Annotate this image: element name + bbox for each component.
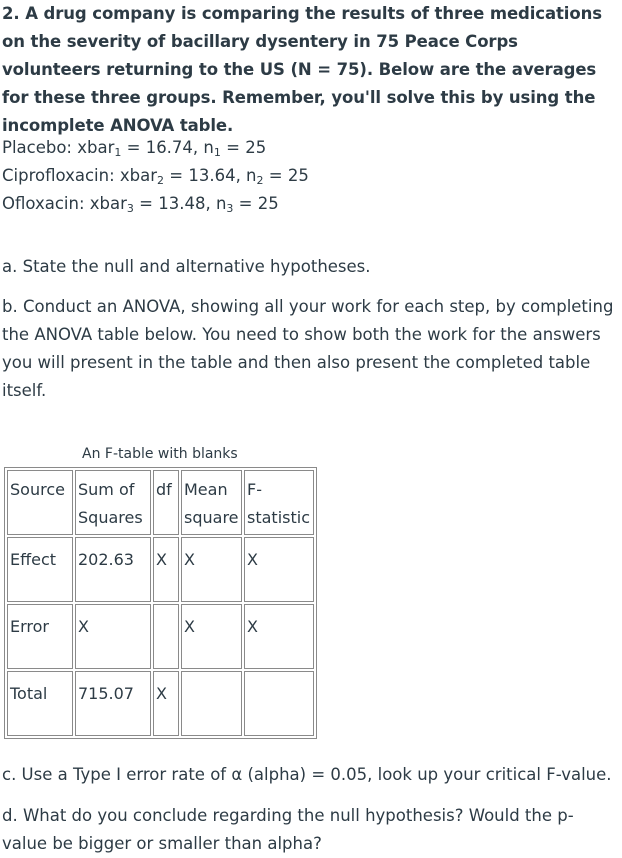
group-mean: = 13.48, n [133, 194, 227, 213]
table-cell: X [153, 671, 179, 736]
group-n: = 25 [233, 194, 279, 213]
group-mean: = 16.74, n [121, 138, 214, 157]
group-n-subscript: 2 [256, 174, 264, 187]
table-cell [181, 671, 242, 736]
table-cell: Error [7, 604, 73, 669]
header-f-statistic: F-statistic [244, 470, 314, 535]
group-mean: = 13.64, n [164, 166, 257, 185]
group-n-subscript: 1 [213, 146, 221, 159]
part-d-text: d. What do you conclude regarding the null hypothesis? Would the p-value be bigger or smaller than alpha? [2, 806, 574, 853]
table-cell: X [244, 537, 314, 602]
table-row-total [7, 671, 314, 736]
table-cell: X [75, 604, 151, 669]
group-ofloxacin [2, 190, 309, 218]
table-cell [153, 604, 179, 669]
group-name: Ofloxacin: xbar [2, 194, 127, 213]
table-cell: X [181, 537, 242, 602]
table-cell: 715.07 [75, 671, 151, 736]
group-name: Placebo: xbar [2, 138, 115, 157]
table-caption: An F-table with blanks [82, 446, 238, 462]
table-cell: X [153, 537, 179, 602]
group-ciprofloxacin [2, 162, 309, 190]
part-b-text: b. Conduct an ANOVA, showing all your work for each step, by completing the ANOVA table below. You need to show both the work for the answers you will present in the table and then also present the completed table itself. [2, 297, 614, 400]
header-sum-of-squares: Sum of Squares [75, 470, 151, 535]
group-placebo [2, 134, 309, 162]
table-cell: X [181, 604, 242, 669]
group-summary [2, 134, 309, 218]
table-cell: Total [7, 671, 73, 736]
table-cell: X [244, 604, 314, 669]
part-a-text: a. State the null and alternative hypotheses. [2, 257, 371, 276]
group-n-subscript: 3 [226, 202, 234, 215]
group-subscript: 1 [114, 146, 122, 159]
group-subscript: 3 [126, 202, 134, 215]
table-row-error [7, 604, 314, 669]
table-row-effect [7, 537, 314, 602]
part-c-text: c. Use a Type I error rate of α (alpha) = 0.05, look up your critical F-value. [2, 765, 612, 784]
anova-table [4, 467, 317, 739]
table-header-row [7, 470, 314, 535]
group-name: Ciprofloxacin: xbar [2, 166, 158, 185]
group-n: = 25 [220, 138, 267, 157]
group-n: = 25 [263, 166, 309, 185]
table-cell [244, 671, 314, 736]
table-cell: 202.63 [75, 537, 151, 602]
header-mean-square: Mean square [181, 470, 242, 535]
header-df: df [153, 470, 179, 535]
table-cell: Effect [7, 537, 73, 602]
header-source: Source [7, 470, 73, 535]
group-subscript: 2 [157, 174, 165, 187]
question-title: 2. A drug company is comparing the results of three medications on the severity of bacillary dysentery in 75 Peace Corps volunteers returning to the US (N = 75). Below are the averages for these three groups. Remember, you'll solve this by using the incomplete ANOVA table. [2, 4, 602, 135]
